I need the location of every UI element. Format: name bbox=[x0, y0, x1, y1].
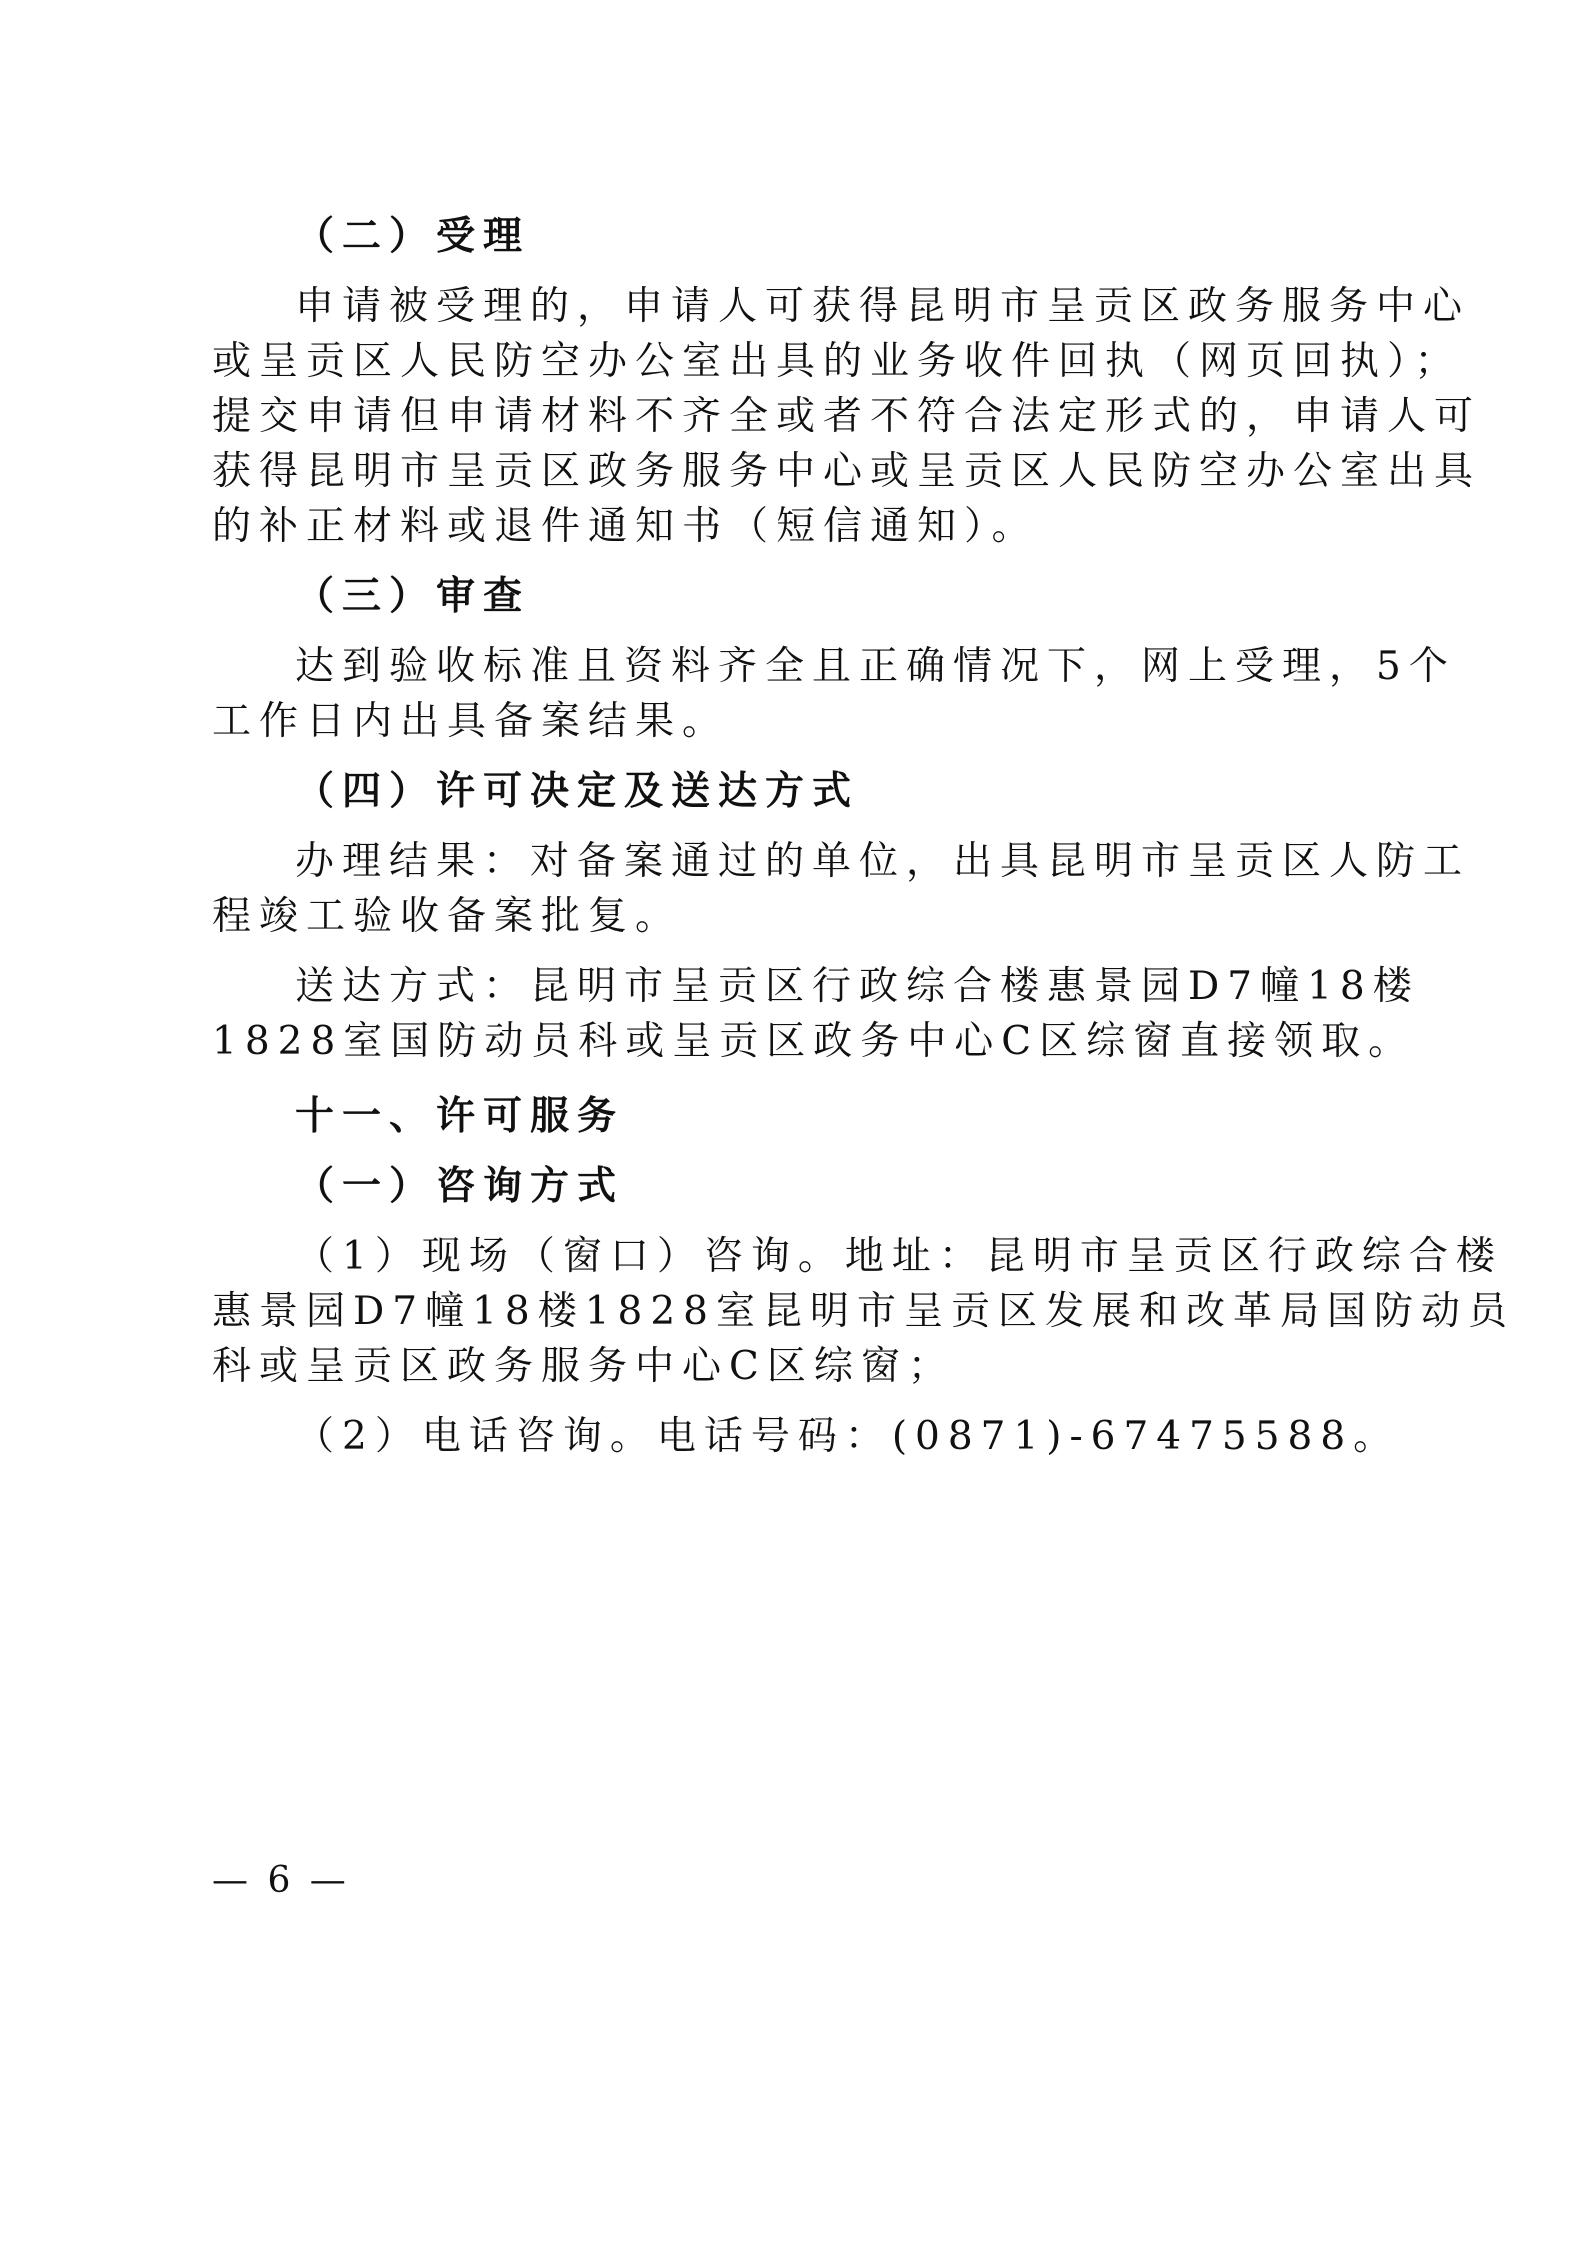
onsite-line-3: 科或呈贡区政务服务中心C区综窗； bbox=[212, 1344, 955, 1389]
acceptance-line-2: 或呈贡区人民防空办公室出具的业务收件回执（网页回执）； bbox=[212, 339, 1462, 384]
delivery-line-2: 1828室国防动员科或呈贡区政务中心C区综窗直接领取。 bbox=[212, 1019, 1416, 1064]
heading-acceptance: （二）受理 bbox=[295, 214, 531, 259]
review-line-1: 达到验收标准且资料齐全且正确情况下，网上受理，5个 bbox=[295, 644, 1456, 689]
acceptance-line-3: 提交申请但申请材料不齐全或者不符合法定形式的，申请人可 bbox=[212, 394, 1482, 439]
heading-consult: （一）咨询方式 bbox=[295, 1164, 625, 1209]
acceptance-line-4: 获得昆明市呈贡区政务服务中心或呈贡区人民防空办公室出具 bbox=[212, 449, 1482, 494]
onsite-line-2: 惠景园D7幢18楼1828室昆明市呈贡区发展和改革局国防动员 bbox=[212, 1289, 1515, 1334]
onsite-line-1: （1）现场（窗口）咨询。地址：昆明市呈贡区行政综合楼 bbox=[295, 1234, 1503, 1279]
heading-decision: （四）许可决定及送达方式 bbox=[295, 769, 860, 814]
heading-service: 十一、许可服务 bbox=[295, 1094, 625, 1139]
acceptance-line-1: 申请被受理的，申请人可获得昆明市呈贡区政务服务中心 bbox=[295, 284, 1471, 329]
review-line-2: 工作日内出具备案结果。 bbox=[212, 699, 730, 744]
phone-line: （2）电话咨询。电话号码：(0871)-67475588。 bbox=[295, 1414, 1401, 1459]
acceptance-line-5: 的补正材料或退件通知书（短信通知）。 bbox=[212, 504, 1039, 549]
page-number: — 6 — bbox=[212, 1860, 350, 1901]
heading-review: （三）审查 bbox=[295, 574, 531, 619]
result-line-1: 办理结果：对备案通过的单位，出具昆明市呈贡区人防工 bbox=[295, 839, 1471, 884]
result-line-2: 程竣工验收备案批复。 bbox=[212, 894, 683, 939]
delivery-line-1: 送达方式：昆明市呈贡区行政综合楼惠景园D7幢18楼 bbox=[295, 964, 1420, 1009]
